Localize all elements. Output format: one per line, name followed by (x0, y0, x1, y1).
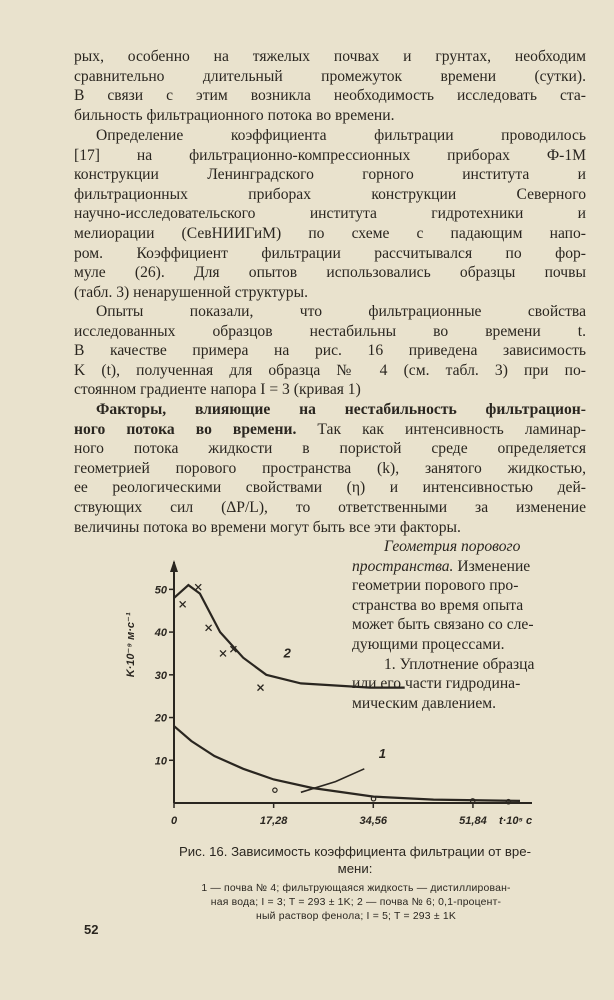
series-1-tail (301, 769, 364, 793)
series-2-point (220, 650, 226, 656)
y-axis-label: K·10⁻⁹ м·с⁻¹ (125, 612, 137, 678)
series-2-point (206, 625, 212, 631)
x-axis-label: t·10⁵ с (498, 815, 533, 827)
paragraph-continuation: рых, особенно на тяжелых почвах и грунтах, необходим сравнительно длительный промежуток времени (сутки). В связи с этим возникла необходимость исследовать ста- бильность фильтрационного потока во времени. (74, 48, 586, 124)
y-tick-label: 10 (154, 755, 167, 768)
paragraph-experiments: Опыты показали, что фильтрационные свойства исследованных образцов нестабильны во времени t. В качестве примера на рис. 16 приведена зависимость K (t), полученная для образца № 4 (см. табл. 3) при по- стоянном градиенте напора I = 3 (кривая 1) (74, 303, 586, 399)
y-tick-label: 40 (154, 627, 167, 640)
series-2-point (258, 685, 264, 691)
paragraph-factors: Факторы, влияющие на нестабильность фильтрацион- ного потока во времени. Так как интенсивность ламинар- ного потока жидкости в пористой среде определяется геометрией порового пространства (k), занятого жидкостью, ее реологическими свойствами (η) и интенсивностью дей- ствующих сил (ΔP/L), то ответственными за изменение величины потока во времени могут быть все эти факторы. (74, 401, 586, 536)
x-tick-label: 0 (170, 815, 178, 827)
x-tick-label: 17,28 (259, 815, 288, 827)
series-2-point (180, 601, 186, 607)
series-1-point (273, 788, 277, 792)
figure-caption: Рис. 16. Зависимость коэффициента фильтрации от вре- мени: (179, 844, 531, 876)
x-tick-label: 34,56 (359, 815, 388, 827)
y-tick-label: 20 (154, 712, 167, 725)
x-tick-label: 51,84 (459, 815, 487, 827)
y-tick-label: 50 (154, 584, 167, 597)
series-2-label: 2 (283, 645, 291, 661)
series-1-label: 1 (378, 746, 386, 762)
series-2-point (195, 584, 201, 590)
y-axis-arrow (170, 560, 178, 572)
page-number: 52 (84, 922, 99, 937)
series-2-line (174, 585, 405, 688)
series-1-line (174, 726, 520, 801)
side-text-geometry: Геометрия порового пространства. Изменение геометрии порового про- странства во время опыта может быть связано со сле- дующими процессами. 1. Уплотнение образца или его части гидродина- мическим давлением. (352, 538, 535, 712)
factors-heading-end: ного потока во времени. (74, 420, 297, 438)
figure-legend: 1 — почва № 4; фильтрующаяся жидкость — дистиллирован- ная вода; I = 3; T = 293 ± 1K; 2 — почва № 6; 0,1-процент- ный раствор фенола; I = 5; T = 293 ± 1K (201, 883, 511, 922)
paragraph-filtration-method: Определение коэффициента фильтрации проводилось [17] на фильтрационно-компрессионных приборах Ф-1М конструкции Ленинградского горного института и фильтрационных приборах конструкции Северного научно-исследовательского института гидротехники и мелиорации (СевНИИГиМ) по схеме с падающим напо- ром. Коэффициент фильтрации рассчитывался по фор- муле (26). Для опытов использовались образцы почвы (табл. 3) ненарушенной структуры. (74, 127, 586, 301)
y-tick-label: 30 (154, 669, 167, 682)
